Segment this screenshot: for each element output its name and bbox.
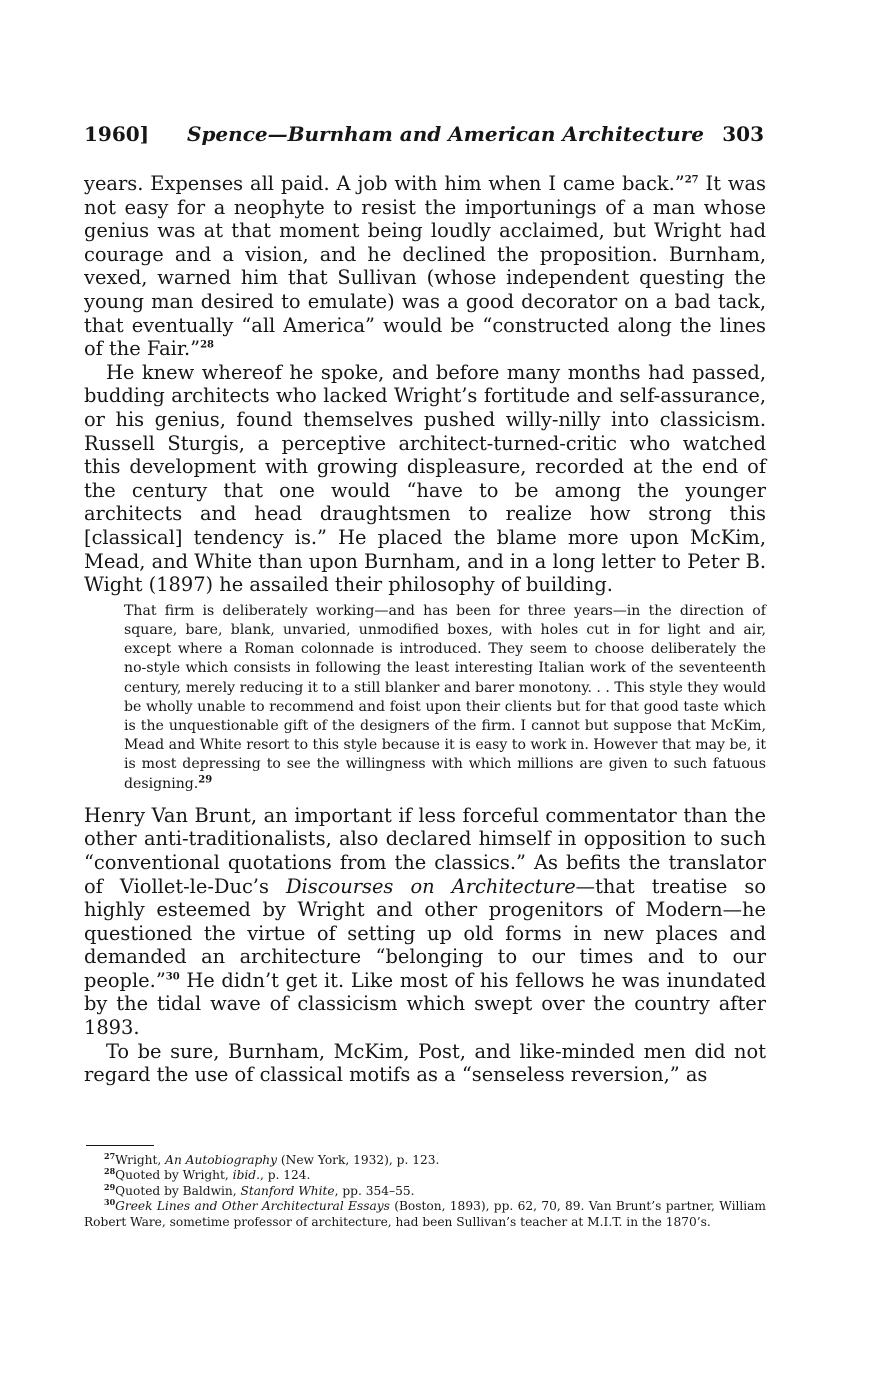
footnote-ref-29: 29: [198, 773, 213, 785]
footnote-ref-27: 27: [684, 174, 699, 186]
footnote-text: , pp. 354–55.: [334, 1183, 415, 1198]
paragraph-4: To be sure, Burnham, McKim, Post, and like-minded men did not regard the use of classical motifs as a “senseless reversion,” as: [84, 1039, 766, 1087]
paragraph-1-text-a: years. Expenses all paid. A job with him when I came back.”: [84, 172, 685, 195]
header-year: 1960]: [84, 122, 150, 146]
paragraph-3-text-b: —that treatise so highly esteemed by Wright and other progenitors of Modern—he questioned the virtue of setting up old forms in new places and demanded an architecture “belonging to our times and to our people.”: [84, 874, 766, 992]
footnote-ref-28: 28: [200, 339, 214, 351]
paragraph-1: [84, 172, 766, 361]
footnote-number: 27: [104, 1150, 116, 1161]
footnote-text: Quoted by Baldwin,: [115, 1183, 241, 1198]
footnote-30: [84, 1199, 766, 1230]
footnote-number: 30: [104, 1197, 116, 1208]
footnote-27: [84, 1150, 766, 1168]
main-text: [84, 172, 766, 1087]
footnote-italic: Stanford White: [240, 1183, 335, 1198]
book-title-discourses: Discourses on Architecture: [286, 874, 576, 898]
paragraph-3-text-a: Henry Van Brunt, an important if less forceful commentator than the other anti-traditionalists, also declared himself in opposition to such “conventional quotations from the classics.” As befits the translator of Viollet-le-Duc’s: [84, 803, 766, 898]
footnotes: [84, 1150, 766, 1230]
footnote-text: , p. 124.: [259, 1168, 311, 1183]
paragraph-3: [84, 804, 766, 1040]
running-title: Spence—Burnham and American Architecture: [187, 122, 704, 146]
paragraph-3-text-c: He didn’t get it. Like most of his fellows he was inundated by the tidal wave of classicism which swept over the country after 1893.: [84, 968, 766, 1040]
footnote-italic: Greek Lines and Other Architectural Essays: [115, 1199, 390, 1214]
block-quote-text: That firm is deliberately working—and has been for three years—in the direction of square, bare, blank, unvaried, unmodified boxes, with holes cut in for light and air, except where a Roman colonnade is introduced. They seem to choose deliberately the no-style which consists in following the least interesting Italian work of the seventeenth century, merely reducing it to a still blanker and barer monotony. . . This style they would be wholly unable to recommend and foist upon their clients but for that good taste which is the unquestionable gift of the designers of the firm. I cannot but suppose that McKim, Mead and White resort to this style because it is easy to work in. However that may be, it is most depressing to see the willingness with which millions are given to such fatuous designing.: [124, 602, 766, 792]
footnote-text: Wright,: [115, 1153, 166, 1167]
footnote-italic: An Autobiography: [165, 1153, 278, 1167]
footnote-divider: [86, 1145, 154, 1146]
footnote-number: 28: [104, 1166, 116, 1177]
footnote-italic: ibid.: [232, 1168, 260, 1183]
footnote-29: [84, 1181, 766, 1199]
footnote-28: [84, 1168, 766, 1183]
footnote-ref-30: 30: [165, 971, 180, 983]
paragraph-1-text-b: It was not easy for a neophyte to resist the importunings of a man whose genius was at that moment being loudly acclaimed, but Wright had courage and a vision, and he declined the proposition. Burnham, vexed, warned him that Sullivan (whose independent questing the young man desired to emulate) was a good decorator on a bad tack, that eventually “all America” would be “constructed along the lines of the Fair.”: [84, 172, 766, 361]
footnote-text: Quoted by Wright,: [115, 1168, 233, 1183]
running-header: [84, 122, 766, 150]
page-number: 303: [722, 122, 764, 146]
block-quote: [124, 602, 766, 794]
footnote-text: (New York, 1932), p. 123.: [277, 1153, 440, 1167]
paragraph-2: He knew whereof he spoke, and before many months had passed, budding architects who lacked Wright’s fortitude and self-assurance, or his genius, found themselves pushed willy-nilly into classicism. Russell Sturgis, a perceptive architect-turned-critic who watched this development with growing displeasure, recorded at the end of the century that one would “have to be among the younger architects and head draughtsmen to realize how strong this [classical] tendency is.” He placed the blame more upon McKim, Mead, and White than upon Burnham, and in a long letter to Peter B. Wight (1897) he assailed their philosophy of building.: [84, 360, 766, 597]
footnote-text: (Boston, 1893), pp. 62, 70, 89. Van Brunt’s partner, William Robert Ware, sometime professor of architecture, had been Sullivan’s teacher at M.I.T. in the 1870’s.: [84, 1199, 766, 1229]
footnote-number: 29: [104, 1181, 116, 1192]
